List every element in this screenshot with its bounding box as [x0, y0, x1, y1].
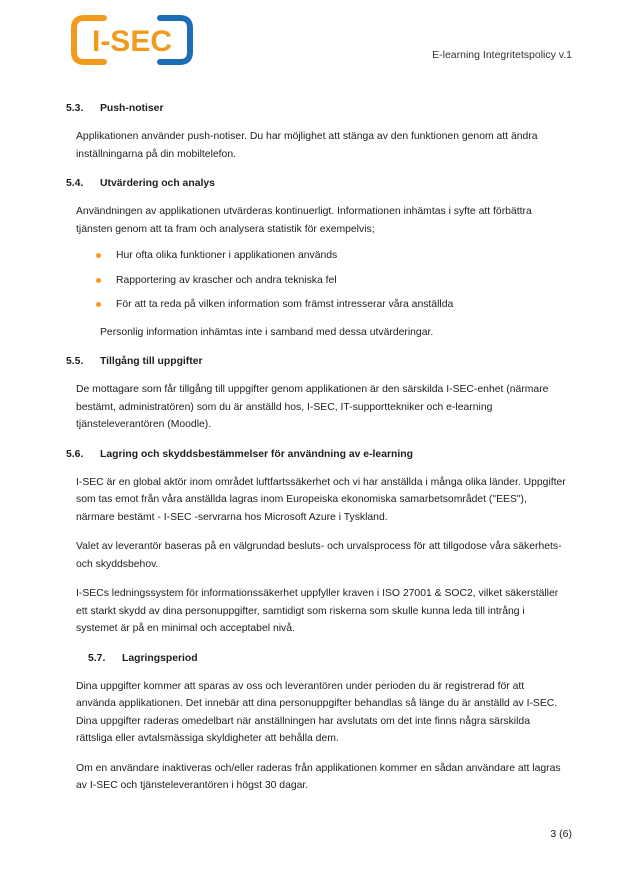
- list-item: Rapportering av krascher och andra tekniska fel: [94, 272, 566, 290]
- paragraph: Personlig information inhämtas inte i samband med dessa utvärderingar.: [100, 326, 434, 338]
- company-logo: [70, 14, 194, 66]
- paragraph: Valet av leverantör baseras på en välgrundad besluts- och urvalsprocess för att tillgodose våra säkerhets- och skyddsbehov.: [76, 541, 562, 570]
- section-heading-5-6: 5.6. Lagring och skyddsbestämmelser för användning av e-learning: [66, 448, 413, 460]
- document-body: [66, 92, 566, 795]
- bullet-icon: [96, 253, 101, 258]
- list-item: Hur ofta olika funktioner i applikationen används: [94, 247, 566, 265]
- section-heading-5-7: 5.7. Lagringsperiod: [88, 652, 198, 664]
- bullet-icon: [96, 278, 101, 283]
- bullet-icon: [96, 302, 101, 307]
- paragraph: Dina uppgifter kommer att sparas av oss och leverantören under perioden du är registrerad för att använda applikationen. Det innebär att dina personuppgifter behandlas så länge du är anställd av I-SEC. Dina uppgifter raderas omedelbart när anställningen har avslutats om det inte finns några särskilda rättsliga eller avtalsmässiga skyldigheter att behålla dem.: [76, 680, 558, 744]
- section-heading-5-5: 5.5. Tillgång till uppgifter: [66, 356, 203, 367]
- page-number: 3 (6): [550, 828, 572, 840]
- paragraph: Användningen av applikationen utvärderas kontinuerligt. Informationen inhämtas i syfte att förbättra tjänsten genom att ta fram och analysera statistik för exempelvis;: [76, 206, 532, 235]
- svg-text:I-SEC: I-SEC: [91, 25, 173, 58]
- paragraph: Om en användare inaktiveras och/eller raderas från applikationen kommer en sådan användare att lagras av I-SEC och tjänsteleverantören i högst 30 dagar.: [76, 762, 561, 791]
- i-sec-logo-icon: [70, 14, 194, 66]
- list-item: För att ta reda på vilken information som främst intresserar våra anställda: [94, 296, 566, 314]
- document-title: E-learning Integritetspolicy v.1: [432, 49, 572, 61]
- paragraph: Applikationen använder push-notiser. Du har möjlighet att stänga av den funktionen genom att ändra inställningarna på din mobiltelefon.: [76, 131, 538, 160]
- section-heading-5-4: 5.4. Utvärdering och analys: [66, 178, 215, 189]
- bullet-list: [66, 247, 566, 314]
- paragraph: I-SECs ledningssystem för informationssäkerhet uppfyller kraven i ISO 27001 & SOC2, vilket säkerställer ett starkt skydd av dina personuppgifter, samtidigt som riskerna som skulle kunna leda till intrång i systemet är på en minimal och acceptabel nivå.: [76, 588, 559, 634]
- paragraph: De mottagare som får tillgång till uppgifter genom applikationen är den särskilda I-SEC-enhet (närmare bestämt, administratören) som du är anställd hos, I-SEC, IT-supporttekniker och e-learning tjänsteleverantören (Moodle).: [76, 384, 549, 430]
- section-heading-5-3: 5.3. Push-notiser: [66, 103, 164, 114]
- paragraph: I-SEC är en global aktör inom området luftfartssäkerhet och vi har anställda i många olika länder. Uppgifter som tas emot från våra anställda lagras inom Europeiska ekonomiska samarbetsområdet ("EES"), närmare bestämt - I-SEC -servrarna hos Microsoft Azure i Tyskland.: [76, 476, 566, 523]
